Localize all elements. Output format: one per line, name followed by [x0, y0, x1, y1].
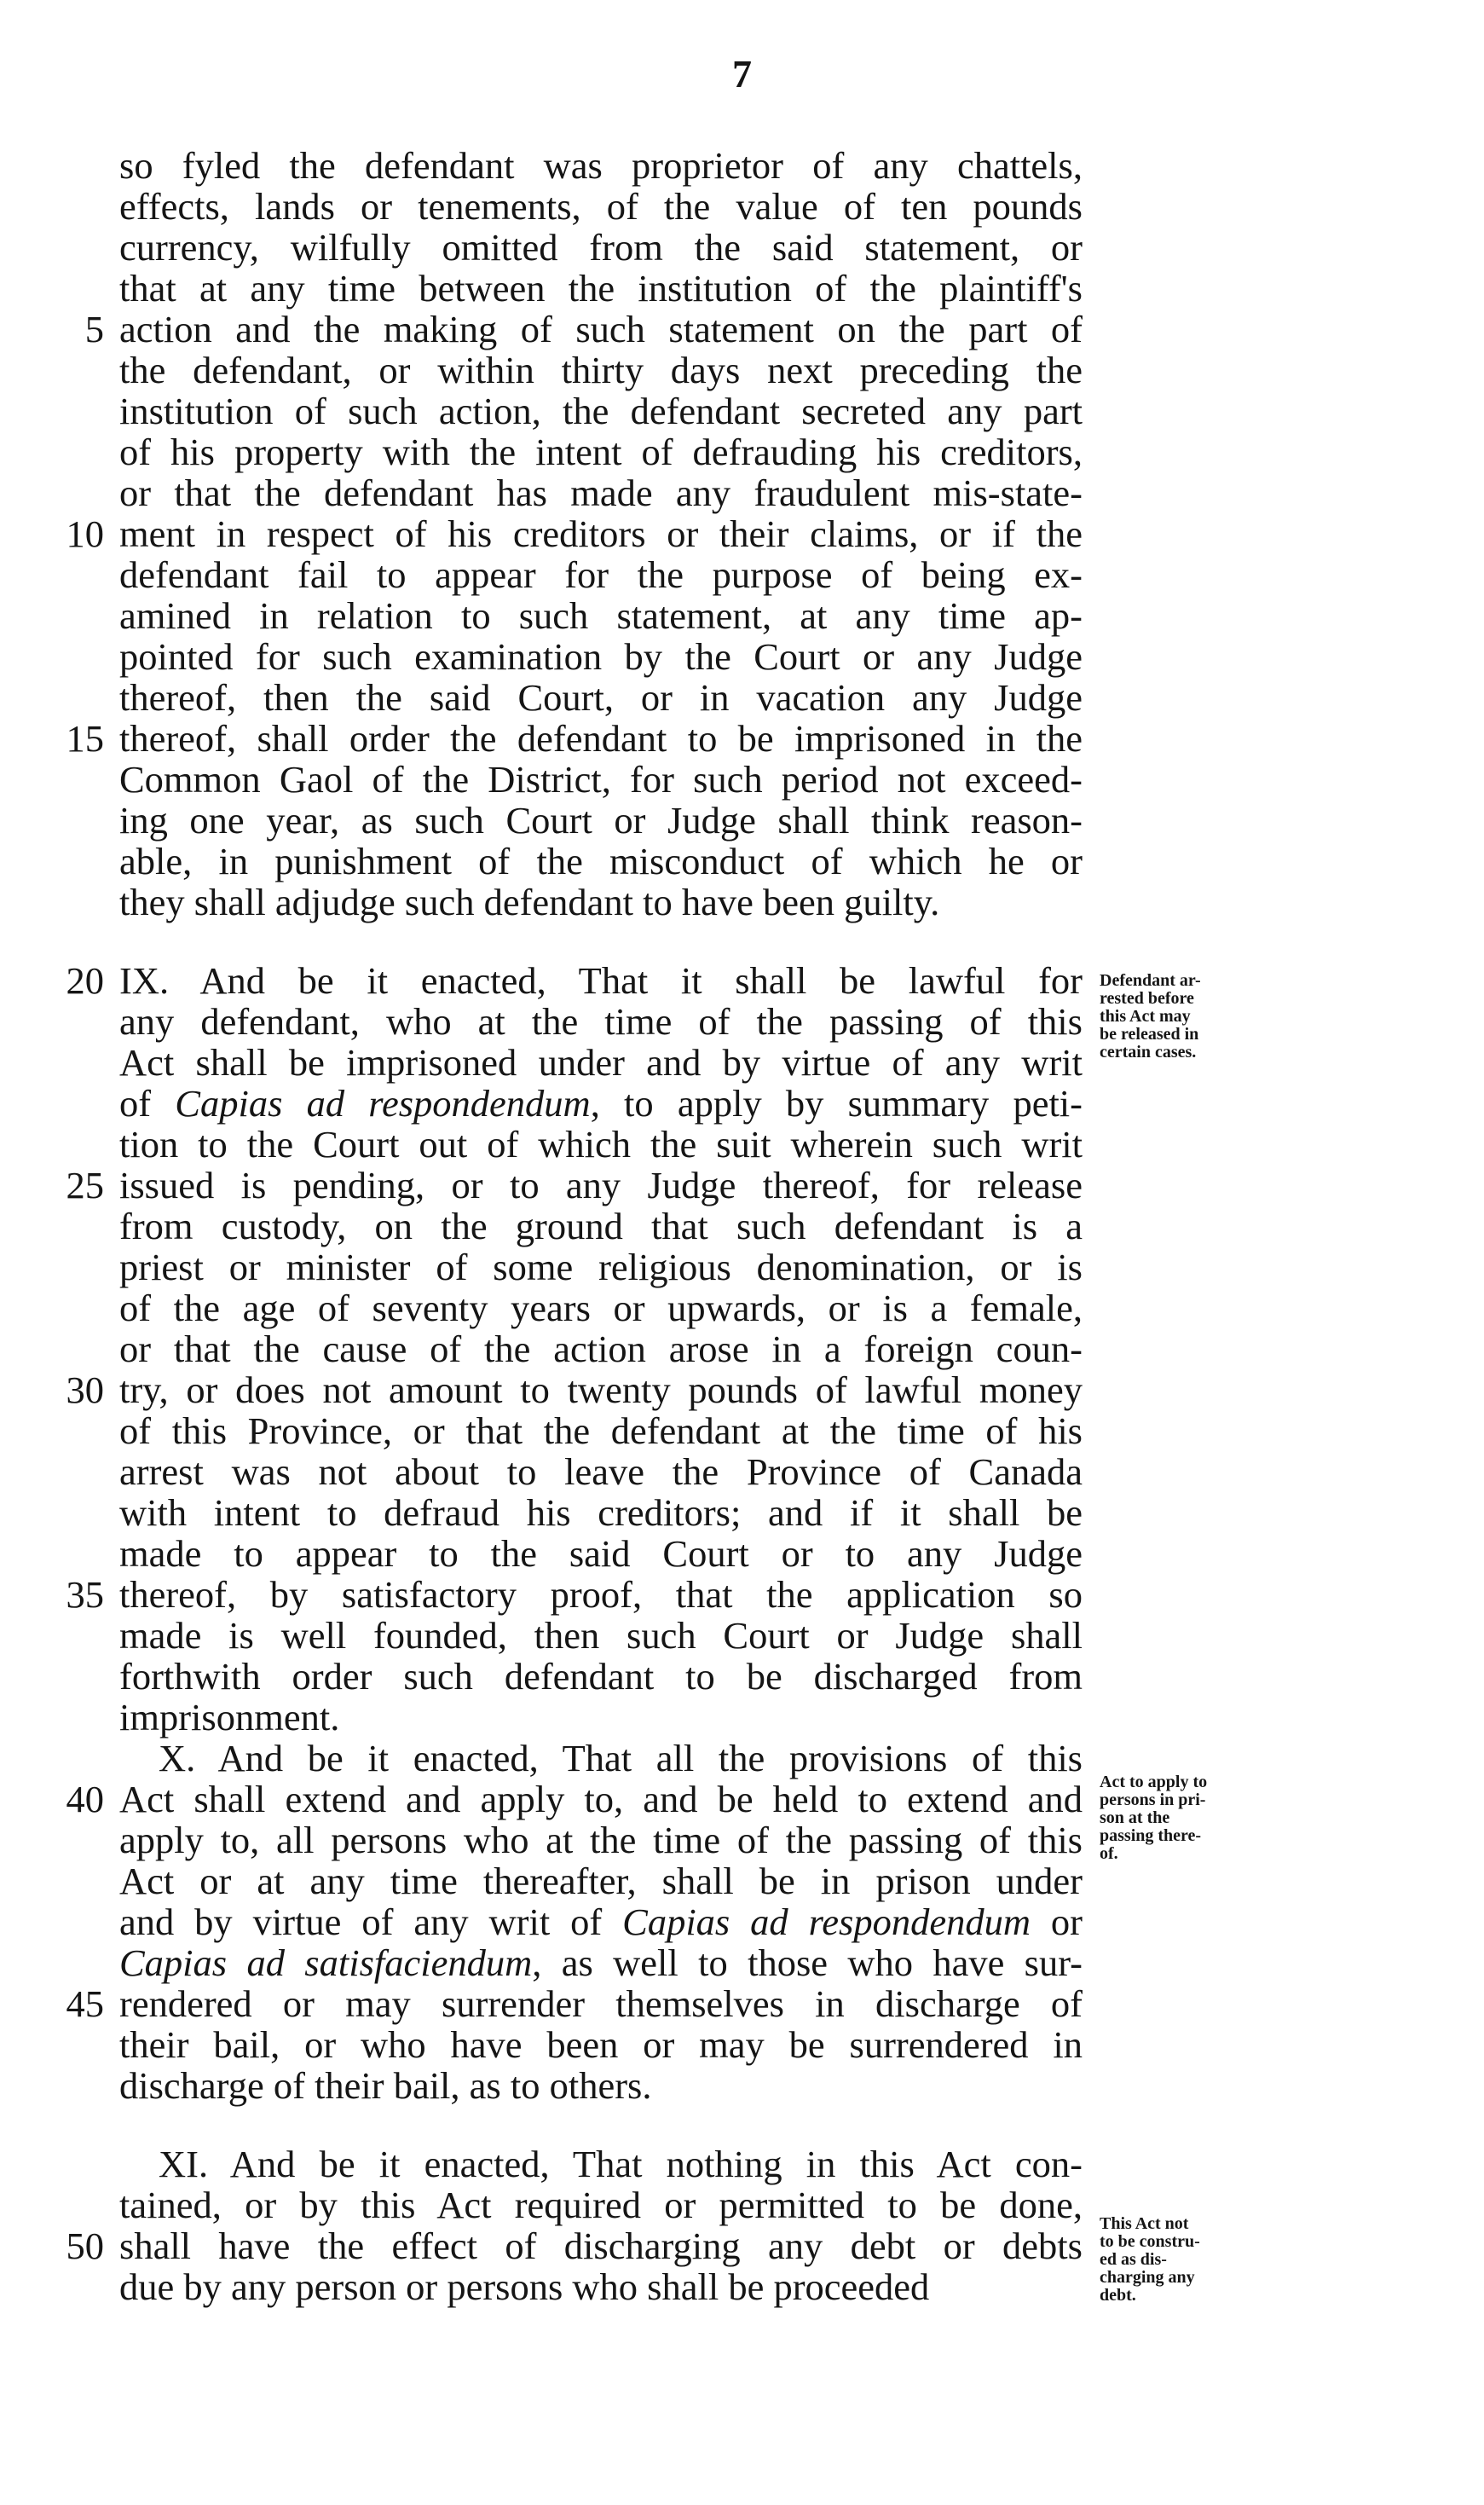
text-line: Common Gaol of the District, for such period not exceed-: [119, 758, 1083, 801]
margin-note-line: charging any: [1100, 2268, 1195, 2287]
text-line: of the age of seventy years or upwards, or is a female,: [119, 1287, 1083, 1329]
margin-note-section-10: [1100, 1773, 1304, 1863]
text-line: priest or minister of some religious denomination, or is: [119, 1246, 1083, 1288]
text-line: due by any person or persons who shall be proceeded: [119, 2265, 930, 2308]
text-line: action and the making of such statement on the part of: [119, 308, 1083, 350]
margin-note-section-9: [1100, 972, 1304, 1062]
text-line: arrest was not about to leave the Province of Canada: [119, 1450, 1083, 1493]
margin-note-line: Act to apply to: [1100, 1773, 1208, 1791]
margin-note-line: This Act not: [1100, 2214, 1189, 2233]
margin-note-line: persons in pri-: [1100, 1791, 1206, 1809]
text-line: of Capias ad respondendum, to apply by summary peti-: [119, 1082, 1083, 1125]
margin-note-line: son at the: [1100, 1808, 1170, 1827]
text-line: Act or at any time thereafter, shall be in prison under: [119, 1860, 1083, 1902]
text-line: able, in punishment of the misconduct of which he or: [119, 840, 1083, 882]
line-number: 35: [66, 1573, 104, 1616]
margin-note-line: Defendant ar-: [1100, 971, 1201, 990]
text-line: with intent to defraud his creditors; and if it shall be: [119, 1491, 1083, 1534]
line-number: 30: [66, 1368, 104, 1411]
text-line: effects, lands or tenements, of the value of ten pounds: [119, 185, 1083, 228]
text-line: tained, or by this Act required or permitted to be done,: [119, 2184, 1083, 2226]
margin-note-section-11: [1100, 2215, 1304, 2305]
line-number: 40: [66, 1778, 104, 1820]
text-line: apply to, all persons who at the time of the passing of this: [119, 1819, 1083, 1861]
text-line: rendered or may surrender themselves in discharge of: [119, 1982, 1083, 2025]
line-number: 15: [66, 717, 104, 760]
text-line: try, or does not amount to twenty pounds of lawful money: [119, 1368, 1083, 1411]
text-line: that at any time between the institution of the plaintiff's: [119, 267, 1083, 310]
text-line: of his property with the intent of defrauding his creditors,: [119, 431, 1083, 473]
margin-note-line: be released in: [1100, 1025, 1199, 1044]
text-line: X. And be it enacted, That all the provisions of this: [159, 1737, 1083, 1779]
text-line: institution of such action, the defendant secreted any part: [119, 390, 1083, 432]
text-line: Act shall extend and apply to, and be held to extend and: [119, 1778, 1083, 1820]
text-line: the defendant, or within thirty days next preceding the: [119, 349, 1083, 391]
text-line: pointed for such examination by the Court or any Judge: [119, 635, 1083, 678]
text-line: or that the defendant has made any fraudulent mis-state-: [119, 471, 1083, 514]
text-line: issued is pending, or to any Judge thereof, for release: [119, 1164, 1083, 1206]
line-number: 5: [84, 308, 104, 350]
margin-note-line: certain cases.: [1100, 1043, 1197, 1062]
page-number: 7: [732, 52, 752, 95]
text-line: thereof, then the said Court, or in vacation any Judge: [119, 676, 1083, 719]
margin-note-line: of.: [1100, 1844, 1118, 1863]
text-line: thereof, by satisfactory proof, that the application so: [119, 1573, 1083, 1616]
text-line: IX. And be it enacted, That it shall be lawful for: [119, 959, 1083, 1002]
text-line: imprisonment.: [119, 1696, 340, 1738]
text-line: thereof, shall order the defendant to be imprisoned in the: [119, 717, 1083, 760]
line-number: 45: [66, 1982, 104, 2025]
text-line: so fyled the defendant was proprietor of any chattels,: [119, 144, 1083, 187]
text-line: any defendant, who at the time of the passing of this: [119, 1000, 1083, 1043]
margin-note-line: this Act may: [1100, 1007, 1191, 1026]
text-line: of this Province, or that the defendant at the time of his: [119, 1409, 1083, 1452]
line-number: 20: [66, 959, 104, 1002]
text-line: shall have the effect of discharging any debt or debts: [119, 2224, 1083, 2267]
line-number: 50: [66, 2224, 104, 2267]
text-line: Capias ad satisfaciendum, as well to those who have sur-: [119, 1941, 1083, 1984]
margin-note-line: ed as dis-: [1100, 2250, 1167, 2269]
text-line: and by virtue of any writ of Capias ad respondendum or: [119, 1900, 1083, 1943]
text-line: amined in relation to such statement, at any time ap-: [119, 594, 1083, 637]
text-line: their bail, or who have been or may be surrendered in: [119, 2023, 1083, 2066]
margin-note-line: rested before: [1100, 989, 1194, 1008]
line-number: 25: [66, 1164, 104, 1206]
text-line: or that the cause of the action arose in a foreign coun-: [119, 1328, 1083, 1370]
text-line: discharge of their bail, as to others.: [119, 2064, 652, 2107]
margin-note-line: to be constru-: [1100, 2232, 1200, 2251]
text-line: Act shall be imprisoned under and by virtue of any writ: [119, 1041, 1083, 1084]
text-line: forthwith order such defendant to be discharged from: [119, 1655, 1083, 1698]
margin-note-line: debt.: [1100, 2286, 1136, 2305]
text-line: XI. And be it enacted, That nothing in this Act con-: [159, 2143, 1083, 2185]
text-line: currency, wilfully omitted from the said statement, or: [119, 226, 1083, 269]
margin-note-line: passing there-: [1100, 1826, 1202, 1845]
text-line: tion to the Court out of which the suit wherein such writ: [119, 1123, 1083, 1166]
text-line: ment in respect of his creditors or their claims, or if the: [119, 512, 1083, 555]
line-number: 10: [66, 512, 104, 555]
text-line: made to appear to the said Court or to any Judge: [119, 1532, 1083, 1575]
text-line: made is well founded, then such Court or Judge shall: [119, 1614, 1083, 1657]
text-line: defendant fail to appear for the purpose of being ex-: [119, 553, 1083, 596]
text-line: ing one year, as such Court or Judge shall think reason-: [119, 799, 1083, 842]
text-line: they shall adjudge such defendant to have been guilty.: [119, 881, 940, 923]
text-line: from custody, on the ground that such defendant is a: [119, 1205, 1083, 1247]
